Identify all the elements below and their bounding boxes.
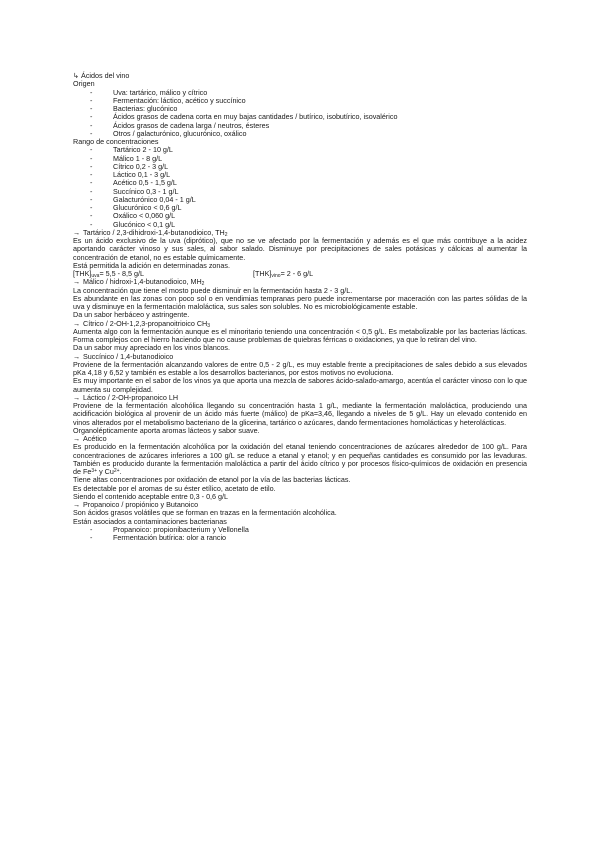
dash-bullet-icon: - [90,186,93,196]
list-item: - Tartárico 2 - 10 g/L [90,145,173,155]
list-item: - Ácidos grasos de cadena corta en muy bajas cantidades / butírico, isobutírico, isovalérico [90,112,398,122]
acetico-paragraph: Es producido en la fermentación alcohólica por la oxidación del etanal teniendo concentraciones de azúcares alrededor de 100 g/L. Para concentraciones de azúcares inferiores a 100 g/L se reduce a etanal y etanol; y en pequeñas cantidades es consumido por las levaduras. También es producido durante la fermentación maloláctica a partir del ácido cítrico y por procesos físico-químicos de oxidación en presencia de $Fe^{3+}$ y $Cu^{2+}$. [73,442,527,476]
arrow-right-icon: → [73,351,81,361]
dash-bullet-icon: - [90,178,93,188]
citrico-heading: → Cítrico / 2-OH-1,2,3-propanoitrioico $CH_3$ [73,318,211,329]
list-item: - Láctico 0,1 - 3 g/L [90,170,171,179]
arrow-right-icon: → [73,434,81,443]
acetico-heading: → Acético [73,434,107,443]
lactico-paragraph: Proviene de la fermentación alcohólica llegando su concentración hasta 1 g/L, mediante la fermentación maloláctica, produciendo una acidificación biológica al provenir de un ácido más fuerte (málico) de pKa=3,46, llegando a niveles de 5 g/L. Hay un elevado contenido en vinos alterados por el metabolismo bacteriano de la glicerina, tartárico o azúcares, dando fermentaciones homolácticas y heterolácticas. [73,401,527,427]
tartarico-paragraph: Es un ácido exclusivo de la uva (diprótico), que no se ve afectado por la fermentación y además es el que más contribuye a la acidez aportando carácter vinoso y sus sales, al sabor salado. Disminuye por precipitaciones de sales potásicas y cálcicas al aumentar la concentración de etanol, no es estable químicamente. [73,236,527,262]
dash-bullet-icon: - [90,87,93,97]
origen-list [73,89,527,139]
arrow-right-icon: → [73,500,81,509]
list-item: - Propanoico: propionibacterium y Vellonella [90,524,249,534]
arrow-right-icon: → [73,227,81,237]
succinico-paragraph: Proviene de la fermentación alcanzando valores de entre 0,5 - 2 g/L, es muy estable frente a precipitaciones de sales debido a sus elevados pKa 4,18 y 6,52 y también es estable a los desarrollos bacterianos, por estos motivos no evoluciona. [73,359,527,377]
list-item: - Málico 1 - 8 g/L [90,153,163,163]
dash-bullet-icon: - [90,219,93,229]
dash-bullet-icon: - [90,145,93,155]
malico-paragraph: La concentración que tiene el mosto puede disminuir en la fermentación hasta 2 - 3 g/L. [73,285,353,295]
rango-heading: Rango de concentraciones [73,137,159,146]
citrico-paragraph: Da un sabor muy apreciado en los vinos blancos. [73,343,231,353]
dash-bullet-icon: - [90,161,93,171]
tartarico-heading: → Tartárico / 2,3-dihidroxi-1,4-butanodioico, $TH_2$ [73,227,228,238]
dash-bullet-icon: - [90,203,93,212]
dash-bullet-icon: - [90,112,93,122]
list-item: - Cítrico 0,2 - 3 g/L [90,161,169,171]
dash-bullet-icon: - [90,211,93,221]
acetico-paragraph: Es detectable por el aromas de su éster etílico, acetato de etilo. [73,483,276,493]
dash-bullet-icon: - [90,104,93,113]
list-item: - Uva: tartárico, málico y cítrico [90,87,208,97]
thk-uva: $[THK]_{uva}= 5,5 - 8,5$ g/L [73,269,144,279]
dash-bullet-icon: - [90,128,93,138]
arrow-right-icon: → [73,392,81,402]
list-item: - Oxálico < 0,060 g/L [90,211,176,221]
dash-bullet-icon: - [90,95,93,105]
dash-bullet-icon: - [90,533,93,542]
list-item: - Glucónico < 0,1 g/L [90,219,176,229]
list-item: - Otros / galacturónico, glucurónico, oxálico [90,128,247,138]
arrow-right-icon: → [73,318,81,328]
lactico-paragraph: Organolépticamente aporta aromas lácteos y sabor suave. [73,425,260,435]
list-item: - Succínico 0,3 - 1 g/L [90,186,179,196]
propanoico-list [73,526,527,543]
dash-bullet-icon: - [90,170,93,179]
citrico-paragraph: Aumenta algo con la fermentación aunque es el minoritario teniendo una concentración < 0,5 g/L. Es metabolizable por las bacterias lácticas. Forma complejos con el hierro haciendo que no cause problemas de quiebras férricas o oxidaciones, ya que lo retiran del vino. [73,326,527,344]
origen-heading: Origen [73,79,95,89]
page-title: ↳ Ácidos del vino [73,71,130,80]
list-item: - Acético 0,5 - 1,5 g/L [90,178,177,188]
acetico-paragraph: Siendo el contenido aceptable entre 0,3 - 0,6 g/L [73,491,229,501]
propanoico-paragraph: Están asociados a contaminaciones bacterianas [73,516,227,526]
list-item: - Bacterias: glucónico [90,104,178,113]
document-page [73,72,527,542]
lactico-heading: → Láctico / 2-OH-propanoico LH [73,392,179,402]
succinico-heading: → Succínico / 1,4-butanodioico [73,351,174,361]
propanoico-paragraph: Son ácidos grasos volátiles que se forman en trazas en la fermentación alcohólica. [73,508,337,518]
list-item: - Glucurónico < 0,6 g/L [90,203,182,212]
succinico-paragraph: Es muy importante en el sabor de los vinos ya que aporta una mezcla de sabores ácido-salado-amargo, acentúa el carácter vinoso con lo que aumenta su complejidad. [73,376,527,394]
rango-list [73,146,527,229]
list-item: - Fermentación butírica: olor a rancio [90,533,227,542]
tartarico-note: Está permitida la adición en determinadas zonas. [73,260,231,270]
dash-bullet-icon: - [90,153,93,163]
thk-vino: $[THK]_{vino}= 2 - 6$ g/L [253,269,314,279]
malico-paragraph: Es abundante en las zonas con poco sol o en vendimias tempranas pero puede incrementarse por maceración con las partes sólidas de la uva y disminuye en la fermentación maloláctica, sus sales son solubles. No es microbiológicamente estable. [73,293,527,311]
dash-bullet-icon: - [90,120,93,130]
dash-bullet-icon: - [90,524,93,534]
acetico-paragraph: Tiene altas concentraciones por oxidación de etanol por la vía de las bacterias lácticas. [73,475,351,485]
dash-bullet-icon: - [90,194,93,204]
arrow-right-icon: → [73,277,81,287]
propanoico-heading: → Propanoico / propiónico y Butanoico [73,500,199,509]
subdirectory-arrow-icon: ↳ [73,71,80,80]
malico-paragraph: Da un sabor herbáceo y astringente. [73,310,190,320]
list-item: - Ácidos grasos de cadena larga / neutros, ésteres [90,120,270,130]
list-item: - Galacturónico 0,04 - 1 g/L [90,194,196,204]
list-item: - Fermentación: láctico, acético y succínico [90,95,246,105]
malico-heading: → Málico / hidroxi-1,4-butanodioico, $MH_2$ [73,277,205,288]
